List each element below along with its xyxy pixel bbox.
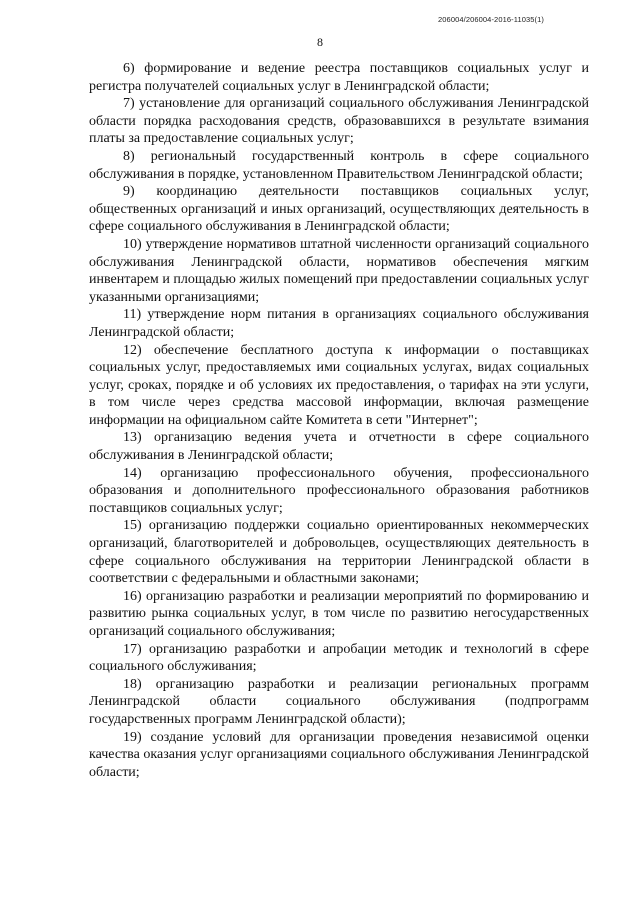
list-item-19: 19) создание условий для организации проведения независимой оценки качества оказания услуг организациями социального обслуживания Ленинградской области; [89,729,589,780]
list-item-6: 6) формирование и ведение реестра поставщиков социальных услуг и регистра получателей социальных услуг в Ленинградской области; [89,61,589,94]
document-id: 206004/206004-2016-11035(1) [438,15,544,24]
list-item-8: 8) региональный государственный контроль в сфере социального обслуживания в порядке, установленном Правительством Ленинградской области; [89,148,589,182]
list-item-16: 16) организацию разработки и реализации мероприятий по формированию и развитию рынка социальных услуг, в том числе по развитию негосударственных организаций социального обслуживания; [89,588,589,639]
list-item-18: 18) организацию разработки и реализации региональных программ Ленинградской области социального обслуживания (подпрограмм государственных программ Ленинградской области); [89,676,589,727]
list-item-13: 13) организацию ведения учета и отчетности в сфере социального обслуживания в Ленинградской области; [89,430,589,464]
list-item-17: 17) организацию разработки и апробации методик и технологий в сфере социального обслуживания; [89,641,589,675]
list-item-10: 10) утверждение нормативов штатной численности организаций социального обслуживания Ленинградской области, нормативов обеспечения мягким инвентарем и площадью жилых помещений при предоставлении социальных услуг указанными организациями; [89,236,589,305]
list-item-14: 14) организацию профессионального обучения, профессионального образования и дополнительного профессионального образования работников поставщиков социальных услуг; [89,465,589,516]
list-item-12: 12) обеспечение бесплатного доступа к информации о поставщиках социальных услуг, предоставляемых ими социальных услугах, видах социальных услуг, сроках, порядке и об условиях их предоставления, о тарифах на эти услуги, в том числе через средства массовой информации, включая размещение информации на официальном сайте Комитета в сети "Интернет"; [89,342,589,428]
list-item-15: 15) организацию поддержки социально ориентированных некоммерческих организаций, благотворителей и добровольцев, осуществляющих деятельность в сфере социального обслуживания на территории Ленинградской области в соответствии с федеральными и областными законами; [89,518,589,587]
document-body [89,60,589,781]
list-item-7: 7) установление для организаций социального обслуживания Ленинградской области порядка расходования средств, образовавшихся в результате взимания платы за предоставление социальных услуг; [89,96,589,147]
page-number: 8 [317,35,323,49]
list-item-11: 11) утверждение норм питания в организациях социального обслуживания Ленинградской области; [89,307,589,340]
list-item-9: 9) координацию деятельности поставщиков социальных услуг, общественных организаций и иных организаций, осуществляющих деятельность в сфере социального обслуживания в Ленинградской области; [89,184,589,235]
